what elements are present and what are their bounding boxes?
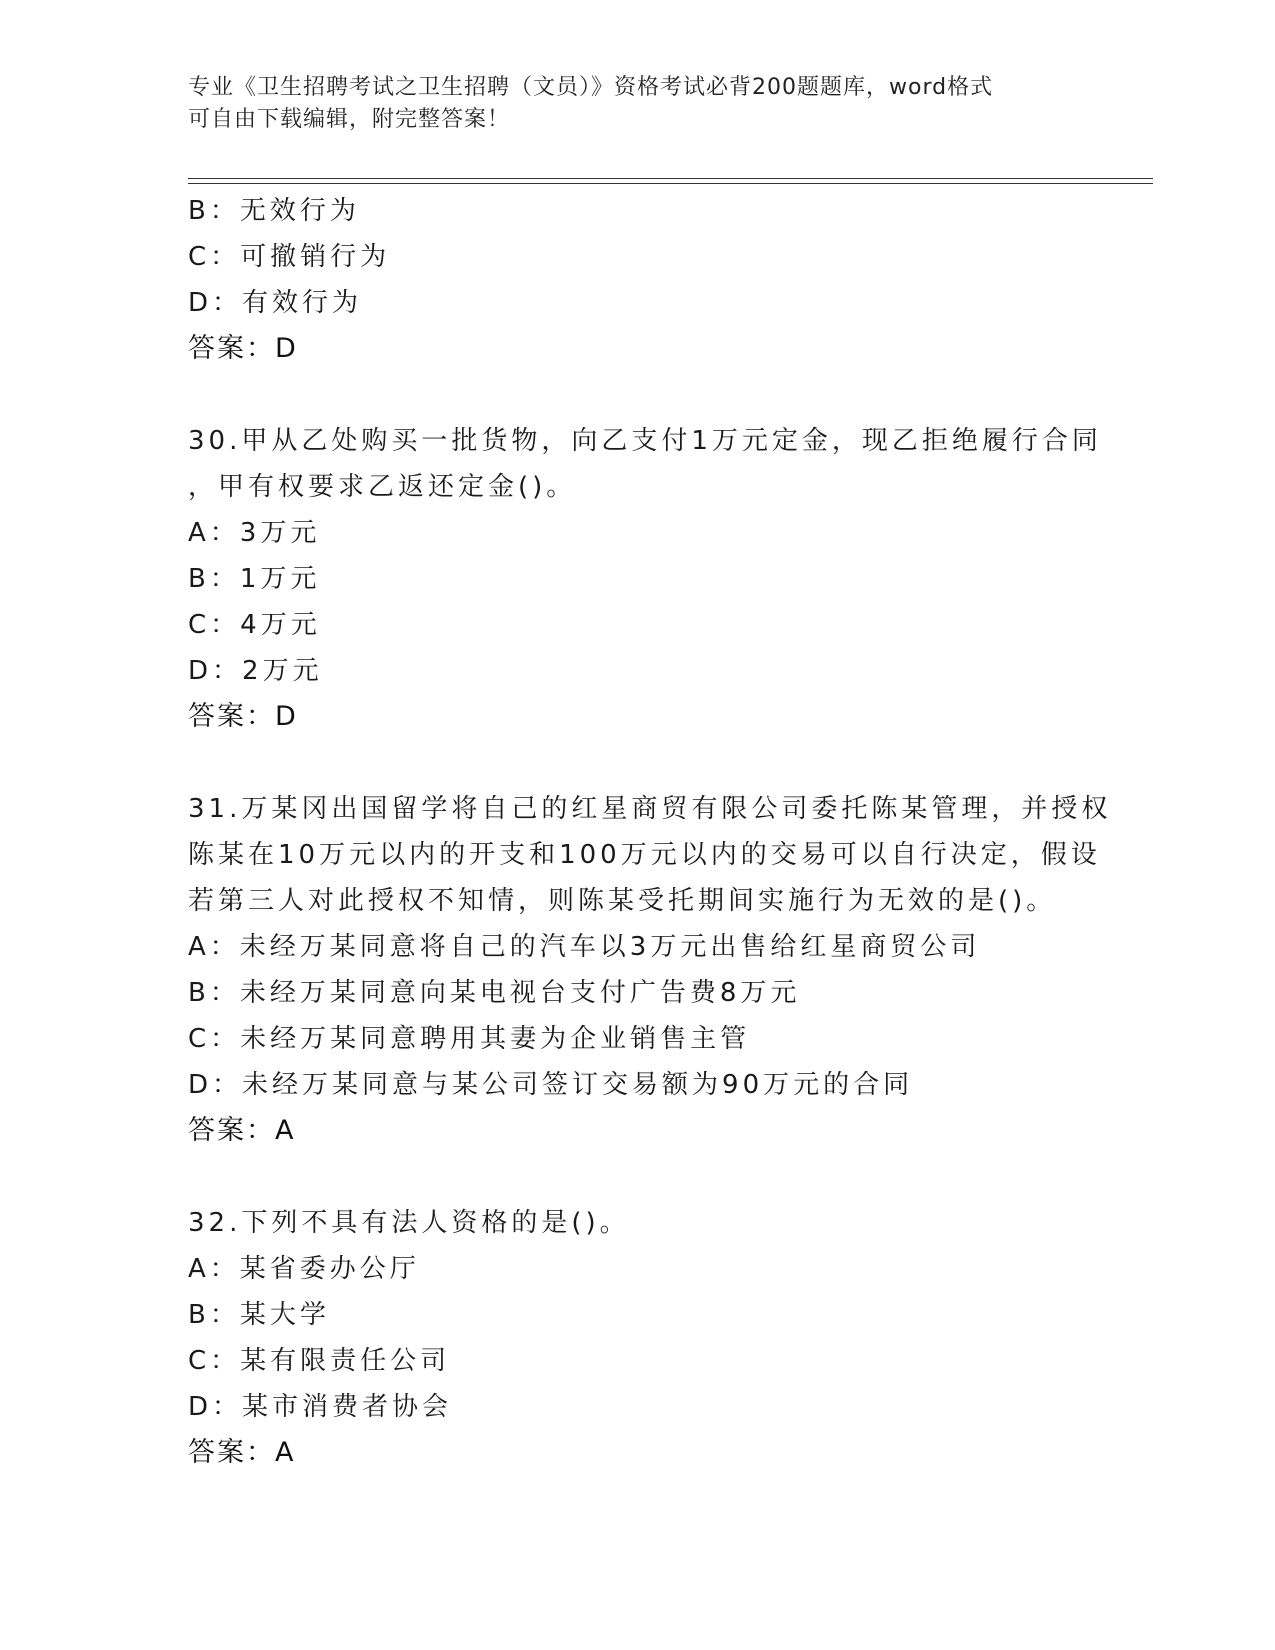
question-stem-line: 若第三人对此授权不知情，则陈某受托期间实施行为无效的是()。	[188, 886, 1057, 916]
header-rule-top	[188, 178, 1153, 179]
question-31	[188, 786, 1112, 1154]
option-c: C：某有限责任公司	[188, 1346, 451, 1376]
option-c: C：4万元	[188, 610, 321, 640]
answer-line: 答案：D	[188, 333, 298, 364]
question-list	[188, 188, 1112, 1476]
question-29-tail	[188, 188, 1088, 372]
question-stem-line: 30.甲从乙处购买一批货物，向乙支付1万元定金，现乙拒绝履行合同	[188, 426, 1102, 456]
question-stem-line: 31.万某冈出国留学将自己的红星商贸有限公司委托陈某管理，并授权	[188, 794, 1112, 824]
option-d: D：未经万某同意与某公司签订交易额为90万元的合同	[188, 1070, 914, 1100]
option-b: B：未经万某同意向某电视台支付广告费8万元	[188, 978, 801, 1008]
question-30	[188, 418, 1102, 740]
header-line-1: 专业《卫生招聘考试之卫生招聘（文员）》资格考试必背200题题库，word格式	[188, 75, 994, 100]
question-stem-line: ，甲有权要求乙返还定金()。	[188, 472, 577, 502]
option-c: C：可撤销行为	[188, 242, 391, 272]
question-stem-line: 32.下列不具有法人资格的是()。	[188, 1208, 630, 1238]
option-c: C：未经万某同意聘用其妻为企业销售主管	[188, 1024, 751, 1054]
spacer	[188, 372, 1088, 418]
document-header	[188, 72, 1088, 136]
question-stem-line: 陈某在10万元以内的开支和100万元以内的交易可以自行决定，假设	[188, 840, 1101, 870]
spacer	[188, 1154, 1088, 1200]
answer-line: 答案：A	[188, 1437, 296, 1468]
option-b: B：无效行为	[188, 196, 360, 226]
option-a: A：3万元	[188, 518, 321, 548]
header-rule-bottom	[188, 183, 1153, 184]
option-d: D：某市消费者协会	[188, 1392, 453, 1422]
question-32	[188, 1200, 1088, 1476]
answer-line: 答案：D	[188, 701, 298, 732]
option-a: A：某省委办公厅	[188, 1254, 420, 1284]
option-d: D：有效行为	[188, 288, 363, 318]
option-d: D：2万元	[188, 656, 323, 686]
option-b: B：1万元	[188, 564, 321, 594]
option-b: B：某大学	[188, 1300, 330, 1330]
spacer	[188, 740, 1088, 786]
answer-line: 答案：A	[188, 1115, 296, 1146]
option-a: A：未经万某同意将自己的汽车以3万元出售给红星商贸公司	[188, 932, 981, 962]
header-line-2: 可自由下载编辑，附完整答案！	[188, 107, 511, 132]
